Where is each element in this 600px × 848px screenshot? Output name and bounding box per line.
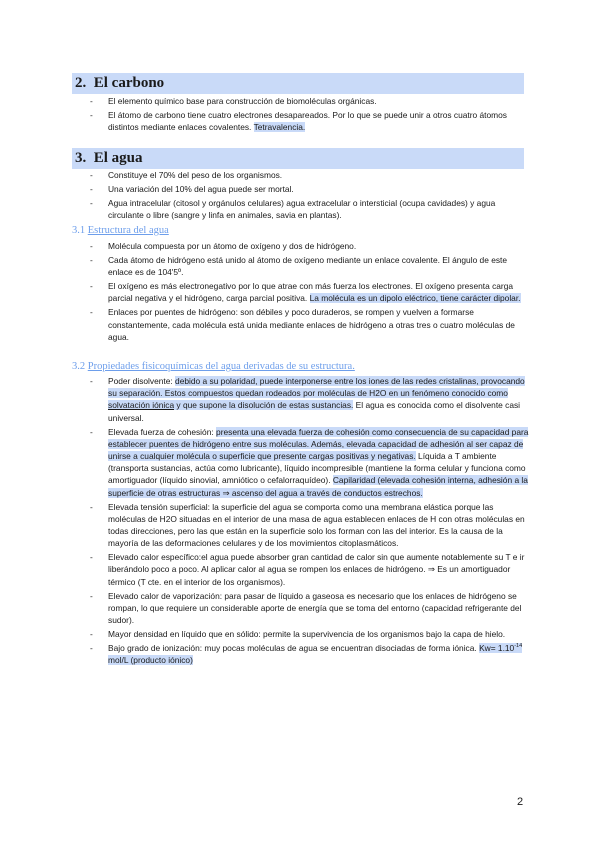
list-item: - Agua intracelular (citosol y orgánulos celulares) agua extracelular o intersticial (ocupa cavidades) y agua circulante o libre (sangre y linfa en animales, savia en plantas). [90, 198, 496, 221]
list-item: - Elevada tensión superficial: la superficie del agua se comporta como una membrana elástica porque las moléculas de H2O situadas en el interior de una masa de agua establecen enlaces de H con otras moléculas en todas direcciones, pero las que están en la superficie solo los forman con las del interior. Es la causa de la mayoría de las deformaciones celulares y de los movimientos citoplasmáticos. [90, 501, 525, 549]
list-item: - El elemento químico base para construcción de biomoléculas orgánicas. [90, 96, 377, 106]
list-item: - Mayor densidad en líquido que en sólido: permite la supervivencia de los organismos bajo la capa de hielo. [90, 629, 506, 640]
list-item: - Elevado calor específico:el agua puede absorber gran cantidad de calor sin que aumente notablemente su T e ir liberándolo poco a poco. Al aplicar calor al agua se rompen los enlaces de hidrógeno. ⇒ Es un amortiguador térmico (T cte. en el interior de los organismos). [90, 552, 525, 587]
propiedades-list [90, 375, 530, 668]
subsection-heading-estructura: 3.1 Estructura del agua [72, 225, 169, 236]
list-item: - Elevada fuerza de cohesión: presenta una elevada fuerza de cohesión como consecuencia de su capacidad para establecer puentes de hidrógeno entre sus moléculas. Además, elevada capacidad de adhesión al ser capaz de unirse a cualquier molécula o superficie que presente cargas positivas y negativas. Líquida a T ambiente (transporta sustancias, actúa como lubricante), líquido incompresible (mantiene la forma celular y funciona como amortiguador (líquido sinovial, amniótico o cefalorraquídeo). Capilaridad (elevada cohesión interna, adhesión a la superficie de otras estructuras ⇒ ascenso del agua a través de conductos estrechos. [90, 426, 529, 498]
section-heading-carbono [72, 73, 524, 94]
list-item: - El oxígeno es más electronegativo por lo que atrae con más fuerza los electrones. El oxígeno presenta carga parcial negativa y el hidrógeno, carga parcial positiva. La molécula es un dipolo eléctrico, tiene carácter dipolar. [90, 281, 521, 304]
list-item: - Molécula compuesta por un átomo de oxígeno y dos de hidrógeno. [90, 241, 357, 251]
section-number: 2. [75, 75, 87, 91]
section-title: El agua [93, 150, 143, 166]
list-item: - Constituye el 70% del peso de los organismos. [90, 170, 283, 180]
agua-list [90, 169, 530, 223]
estructura-list [90, 240, 530, 345]
list-item: - Bajo grado de ionización: muy pocas moléculas de agua se encuentran disociadas de forma iónica. $Kw= 1.10^{-14}$ mol/L (producto iónico) [90, 643, 523, 666]
section-title: El carbono [93, 75, 165, 91]
list-item: - Elevado calor de vaporización: para pasar de líquido a gaseosa es necesario que los enlaces de hidrógeno se rompan, lo que requiere un considerable aporte de energía que se toma del entorno (capacidad refrigerante del sudor). [90, 590, 522, 626]
section-heading-agua [72, 148, 524, 169]
list-item: - Enlaces por puentes de hidrógeno: son débiles y poco duraderos, se rompen y vuelven a formarse constantemente, cada molécula está unida mediante enlaces de hidrógeno a otras tres o cuatro moléculas de agua. [90, 307, 515, 342]
page-number: 2 [517, 796, 524, 808]
section-number: 3. [75, 150, 87, 166]
carbono-list [90, 95, 530, 135]
list-item: - Cada átomo de hidrógeno está unido al átomo de oxígeno mediante un enlace covalente. El ángulo de este enlace es de 104'5º. [90, 255, 508, 278]
subsection-heading-propiedades: 3.2 Propiedades fisicoquímicas del agua derivadas de su estructura. [72, 361, 355, 372]
list-item: - Una variación del 10% del agua puede ser mortal. [90, 184, 294, 194]
list-item: - Poder disolvente: debido a su polaridad, puede interponerse entre los iones de las redes cristalinas, provocando su separación. Estos compuestos quedan rodeados por moléculas de H2O en un fenómeno conocido como solvatación iónica y que supone la disolución de estas sustancias. El agua es conocida como el disolvente casi universal. [90, 376, 525, 423]
list-item: - El átomo de carbono tiene cuatro electrones desapareados. Por lo que se puede unir a otros cuatro átomos distintos mediante enlaces covalentes. Tetravalencia. [90, 110, 507, 133]
